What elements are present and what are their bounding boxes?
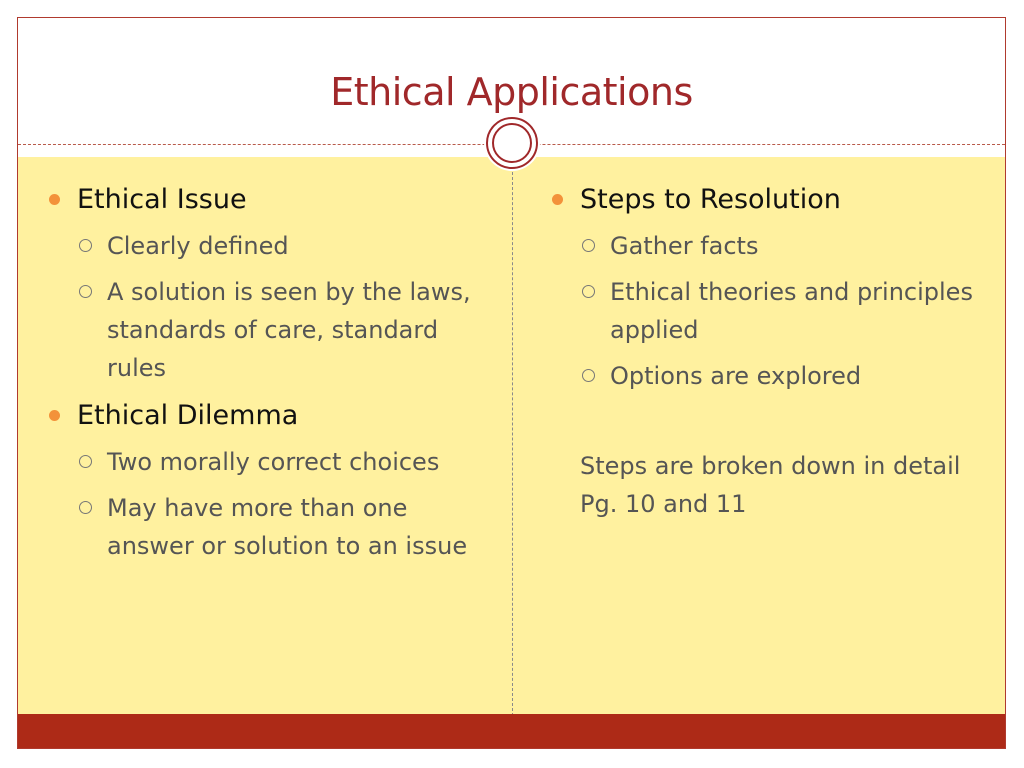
slide-title: Ethical Applications xyxy=(330,70,693,114)
sub-bullet-label: May have more than one answer or solution to an issue xyxy=(107,494,468,560)
resolution-note: Steps are broken down in detail Pg. 10 and 11 xyxy=(580,452,961,518)
sub-bullet-circle-icon xyxy=(79,501,92,514)
sub-bullet-circle-icon xyxy=(582,369,595,382)
sub-bullet-label: Two morally correct choices xyxy=(107,448,440,476)
bullet-dot-icon xyxy=(49,194,60,205)
sub-bullet-circle-icon xyxy=(582,285,595,298)
sub-bullet-label: Ethical theories and principles applied xyxy=(610,278,973,344)
bullet-label: Ethical Issue xyxy=(77,184,247,215)
sub-bullet-circle-icon xyxy=(79,239,92,252)
ring-inner xyxy=(492,123,532,163)
bullet-label: Steps to Resolution xyxy=(580,184,841,215)
content-area xyxy=(18,157,1005,716)
bullet-dot-icon xyxy=(49,410,60,421)
sub-bullet-circle-icon xyxy=(79,455,92,468)
sub-bullet-label: Options are explored xyxy=(610,362,862,390)
decorative-ring-icon xyxy=(484,115,540,171)
slide-frame xyxy=(17,17,1006,749)
right-column xyxy=(551,181,1001,523)
sub-bullet xyxy=(48,489,498,565)
bullet-dot-icon xyxy=(552,194,563,205)
sub-bullet-label: Clearly defined xyxy=(107,232,289,260)
sub-bullet-label: A solution is seen by the laws, standards of care, standard rules xyxy=(107,278,471,382)
footer-bar xyxy=(18,714,1005,748)
sub-bullet xyxy=(48,443,498,481)
left-column xyxy=(48,181,498,565)
bullet-label: Ethical Dilemma xyxy=(77,400,299,431)
sub-bullet xyxy=(551,357,1001,395)
sub-bullet xyxy=(551,273,1001,349)
sub-bullet xyxy=(48,227,498,265)
column-divider xyxy=(512,157,513,716)
sub-bullet-circle-icon xyxy=(582,239,595,252)
sub-bullet-label: Gather facts xyxy=(610,232,759,260)
sub-bullet xyxy=(48,273,498,387)
bullet-ethical-dilemma xyxy=(48,397,498,435)
sub-bullet-circle-icon xyxy=(79,285,92,298)
sub-bullet xyxy=(551,227,1001,265)
bullet-ethical-issue xyxy=(48,181,498,219)
bullet-steps-to-resolution xyxy=(551,181,1001,219)
